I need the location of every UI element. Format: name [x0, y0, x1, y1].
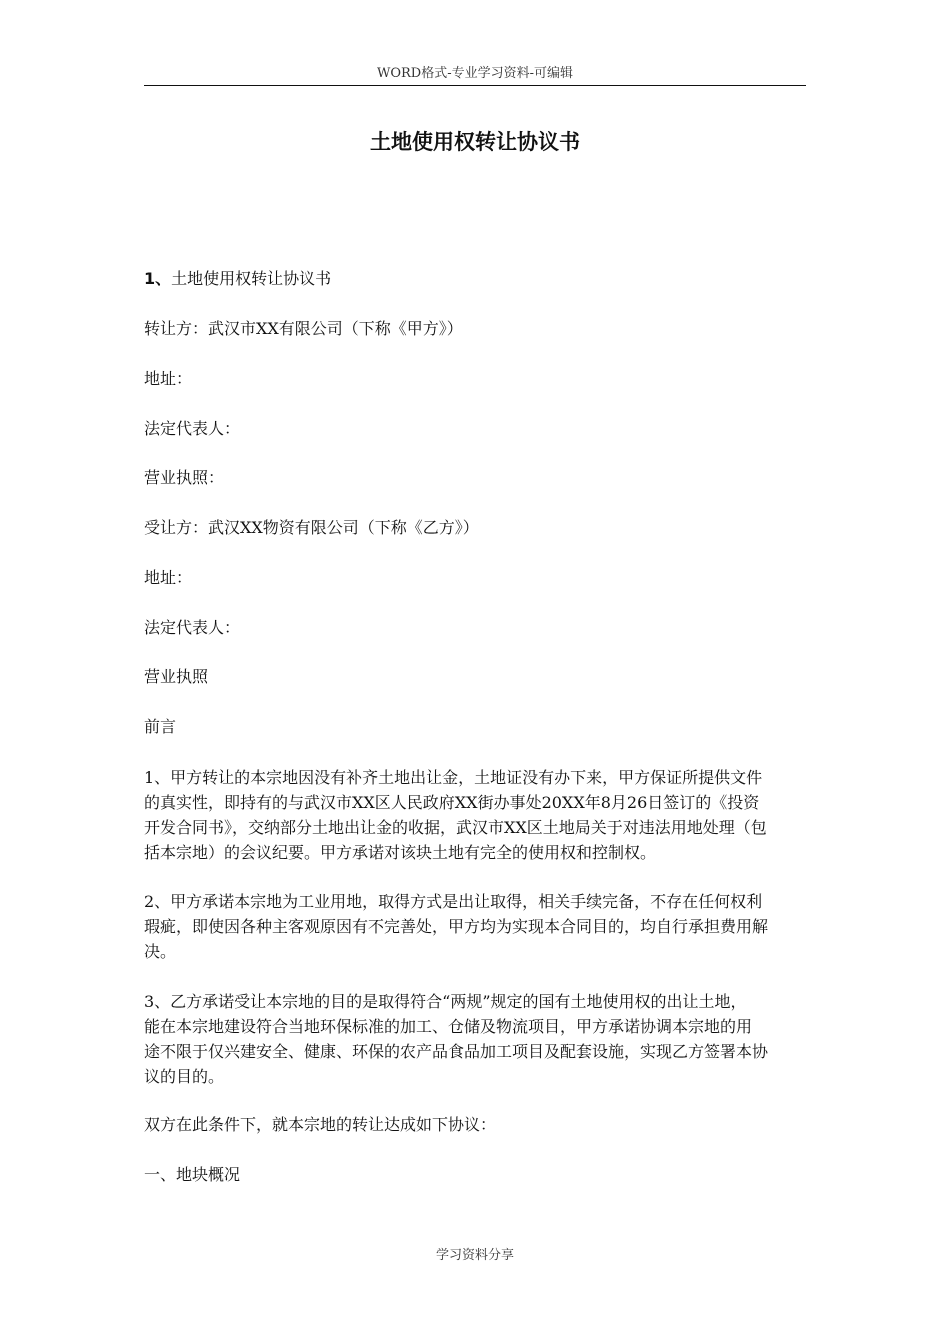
clause-2-line: 2、甲方承诺本宗地为工业用地，取得方式是出让取得，相关手续完备，不存在任何权利 — [144, 892, 763, 911]
section-heading-text: 土地使用权转让协议书 — [171, 269, 332, 288]
clause-3-line: 议的目的。 — [144, 1067, 225, 1086]
clause-3-line: 能在本宗地建设符合当地环保标准的加工、仓储及物流项目，甲方承诺协调本宗地的用 — [144, 1017, 753, 1036]
part-1-heading: 一、地块概况 — [144, 1165, 241, 1184]
clause-1-line: 1、甲方转让的本宗地因没有补齐土地出让金，土地证没有办下来，甲方保证所提供文件 — [144, 768, 763, 787]
transferor-license-line: 营业执照： — [144, 468, 225, 487]
clause-3-line: 3、乙方承诺受让本宗地的目的是取得符合“两规”规定的国有土地使用权的出让土地， — [144, 992, 747, 1011]
section-heading — [144, 267, 806, 291]
clause-2-line: 决。 — [144, 942, 177, 961]
document-title: 土地使用权转让协议书 — [370, 130, 580, 154]
transferor-line: 转让方：武汉市XX有限公司（下称《甲方》） — [144, 319, 463, 338]
transferee-representative-line: 法定代表人： — [144, 618, 241, 637]
clause-1-line: 开发合同书》，交纳部分土地出让金的收据，武汉市XX区土地局关于对违法用地处理（包 — [144, 818, 767, 837]
clause-2-line: 瑕疵，即使因各种主客观原因有不完善处，甲方均为实现本合同目的，均自行承担费用解 — [144, 917, 769, 936]
transferee-license-line: 营业执照 — [144, 667, 209, 686]
clause-1-line: 括本宗地）的会议纪要。甲方承诺对该块土地有完全的使用权和控制权。 — [144, 843, 657, 862]
page-footer-text: 学习资料分享 — [435, 1248, 514, 1263]
clause-3-paragraph — [144, 989, 808, 1089]
clause-1-paragraph — [144, 765, 808, 865]
clause-2-paragraph — [144, 889, 808, 964]
transferee-address-line: 地址： — [144, 568, 193, 587]
header-divider — [144, 85, 806, 86]
clause-1-line: 的真实性，即持有的与武汉市XX区人民政府XX街办事处20XX年8月26日签订的《投资 — [144, 793, 760, 812]
transferor-representative-line: 法定代表人： — [144, 419, 241, 438]
transferee-line: 受让方：武汉XX物资有限公司（下称《乙方》） — [144, 518, 479, 537]
transferor-address-line: 地址： — [144, 369, 193, 388]
clause-3-line: 途不限于仅兴建安全、健康、环保的农产品食品加工项目及配套设施，实现乙方签署本协 — [144, 1042, 769, 1061]
preface-heading: 前言 — [144, 717, 177, 736]
page-header-text: WORD格式-专业学习资料-可编辑 — [376, 66, 574, 81]
agreement-intro-line: 双方在此条件下，就本宗地的转让达成如下协议： — [144, 1115, 497, 1134]
section-heading-number: 1、 — [144, 269, 172, 288]
